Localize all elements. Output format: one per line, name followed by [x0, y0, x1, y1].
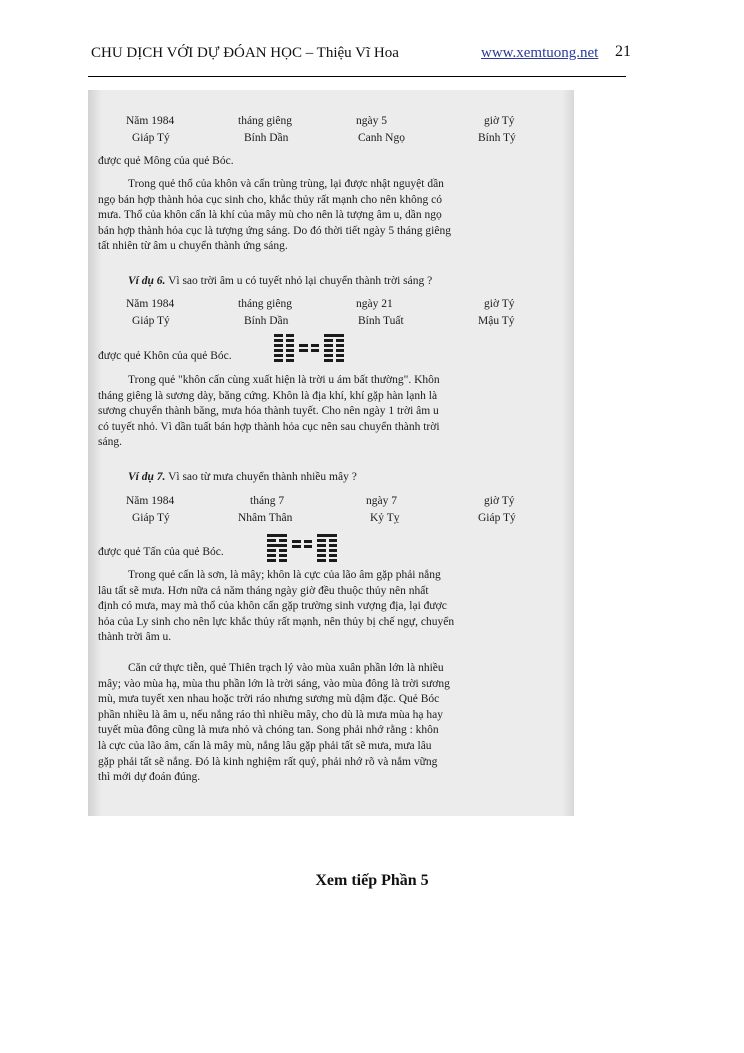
header-title: CHU DỊCH VỚI DỰ ĐÓAN HỌC – Thiệu Vĩ Hoa [91, 45, 399, 61]
hexagram-khon-icon [274, 334, 294, 362]
block1-ganzhi-row [88, 131, 574, 146]
text-line: tuyết mùa đông cũng là mưa nhỏ và chóng tan. Song phải nhớ rằng : khôn [98, 724, 439, 737]
month-ganzhi: Bính Dần [244, 132, 289, 144]
example7-ganzhi-row [88, 511, 574, 526]
hour: giờ Tý [484, 115, 515, 127]
text-line: Trong quẻ cấn là sơn, là mây; khôn là cực của lão âm gặp phải nắng [128, 569, 441, 581]
closing-paragraph [98, 661, 560, 786]
day-ganzhi: Bính Tuất [358, 315, 404, 327]
text-line: ngọ bán hợp thành hỏa cục sinh cho, khắc thủy rất mạnh cho nên không có [98, 193, 442, 206]
year-ganzhi: Giáp Tý [132, 132, 170, 144]
month: tháng giêng [238, 298, 292, 310]
example6-paragraph [98, 373, 560, 451]
year-ganzhi: Giáp Tý [132, 315, 170, 327]
year: Năm 1984 [126, 495, 175, 507]
example6-question: Vì sao trời âm u có tuyết nhỏ lại chuyển thành trời sáng ? [168, 275, 433, 287]
example6-ganzhi-row [88, 314, 574, 329]
text-line: Căn cứ thực tiễn, quẻ Thiên trạch lý vào mùa xuân phần lớn là nhiều [128, 662, 444, 674]
day: ngày 7 [366, 495, 397, 507]
hexagram-boc-icon [317, 534, 337, 562]
year: Năm 1984 [126, 298, 175, 310]
changing-lines-icon [299, 344, 319, 352]
hour: giờ Tý [484, 298, 515, 310]
example7-heading [128, 470, 357, 486]
hour: giờ Tý [484, 495, 515, 507]
text-line: mây; vào mùa hạ, mùa thu phần lớn là trời sáng, vào mùa đông là trời sương [98, 677, 450, 690]
day-ganzhi: Canh Ngọ [358, 132, 405, 144]
example7-label: Ví dụ 7. [128, 471, 166, 483]
text-line: Trong quẻ "khôn cấn cùng xuất hiện là trời u ám bất thường". Khôn [128, 374, 440, 386]
month: tháng giêng [238, 115, 292, 127]
text-line: lâu tất sẽ mưa. Hơn nữa cả năm tháng ngày giờ đều thuộc thủy nên nhất [98, 584, 429, 597]
scanned-page [88, 90, 574, 816]
text-line: có tuyết nhỏ. Vì dần tuất bán hợp thành hỏa cục nên sau chuyển thành trời [98, 420, 440, 433]
text-line: là cực của lão âm, cấn là mây mù, nắng lâu gặp phải tất sẽ mưa, mưa lâu [98, 739, 432, 752]
text-line: thành trời âm u. [98, 631, 172, 644]
hexagram-tan-icon [267, 534, 287, 562]
block1-result: được quẻ Mông của quẻ Bóc. [98, 155, 234, 167]
example6-heading [128, 274, 432, 290]
hexagram-diagram-icon [274, 334, 344, 362]
example7-date-row [88, 494, 574, 509]
block1-paragraph [98, 177, 560, 255]
page-number: 21 [615, 43, 631, 60]
month: tháng 7 [250, 495, 285, 507]
text-line: mưa. Thổ của khôn cấn là khí của mây mù cho nên là tượng âm u, dần ngọ [98, 209, 442, 222]
text-line: gặp phải tất sẽ nắng. Đó là kinh nghiệm rất quý, phải nhớ rõ và nắm vững [98, 755, 438, 768]
block1-date-row [88, 114, 574, 129]
next-part-link[interactable]: Xem tiếp Phần 5 [315, 872, 429, 889]
text-line: sương chuyển thành băng, mưa hóa thành tuyết. Cho nên ngày 1 trời âm u [98, 405, 439, 418]
year: Năm 1984 [126, 115, 175, 127]
text-line: Trong quẻ thổ của khôn và cấn trùng trùng, lại được nhật nguyệt dần [128, 178, 444, 190]
header-url-link[interactable]: www.xemtuong.net [481, 45, 599, 61]
text-line: sáng. [98, 436, 122, 449]
text-line: tất nhiên từ âm u chuyển thành ứng sáng. [98, 240, 288, 253]
text-line: định có mưa, may mà thổ của khôn cấn gặp trường sinh vượng địa, lại được [98, 600, 447, 613]
example6-result: được quẻ Khôn của quẻ Bóc. [98, 350, 232, 362]
example7-result: được quẻ Tấn của quẻ Bóc. [98, 546, 224, 558]
scan-edge-shadow-right [562, 90, 574, 816]
changing-lines-icon [292, 540, 312, 548]
example7-paragraph [98, 568, 560, 646]
hour-ganzhi: Giáp Tý [478, 512, 516, 524]
day: ngày 21 [356, 298, 393, 310]
month-ganzhi: Bính Dần [244, 315, 289, 327]
text-line: bán hợp thành hỏa cục là tượng ứng sáng. Do đó thời tiết ngày 5 tháng giêng [98, 224, 451, 237]
example6-date-row [88, 297, 574, 312]
text-line: mù, mưa tuyết xen nhau hoặc trời ráo nhưng sương mù dậm đặc. Quẻ Bóc [98, 693, 440, 706]
hour-ganzhi: Bính Tý [478, 132, 516, 144]
day: ngày 5 [356, 115, 387, 127]
example7-question: Vì sao từ mưa chuyển thành nhiều mây ? [168, 471, 357, 483]
hexagram-boc-icon [324, 334, 344, 362]
header-divider [88, 76, 626, 77]
text-line: thì mới dự đoán đúng. [98, 771, 201, 784]
month-ganzhi: Nhâm Thân [238, 512, 293, 524]
example6-label: Ví dụ 6. [128, 275, 166, 287]
year-ganzhi: Giáp Tý [132, 512, 170, 524]
text-line: phần nhiều là âm u, nếu nắng ráo thì nhiều mây, cho dù là mưa mùa hạ hay [98, 708, 443, 721]
hexagram-diagram-icon [267, 534, 337, 562]
text-line: hỏa của Ly sinh cho nên lực khắc thủy rất mạnh, nên thủy bị chế ngự, chuyển [98, 615, 455, 628]
hour-ganzhi: Mậu Tý [478, 315, 515, 327]
text-line: tháng giêng là sương dày, băng cứng. Khôn là địa khí, khí gặp hàn lạnh là [98, 389, 438, 402]
day-ganzhi: Kỷ Tỵ [370, 512, 400, 524]
